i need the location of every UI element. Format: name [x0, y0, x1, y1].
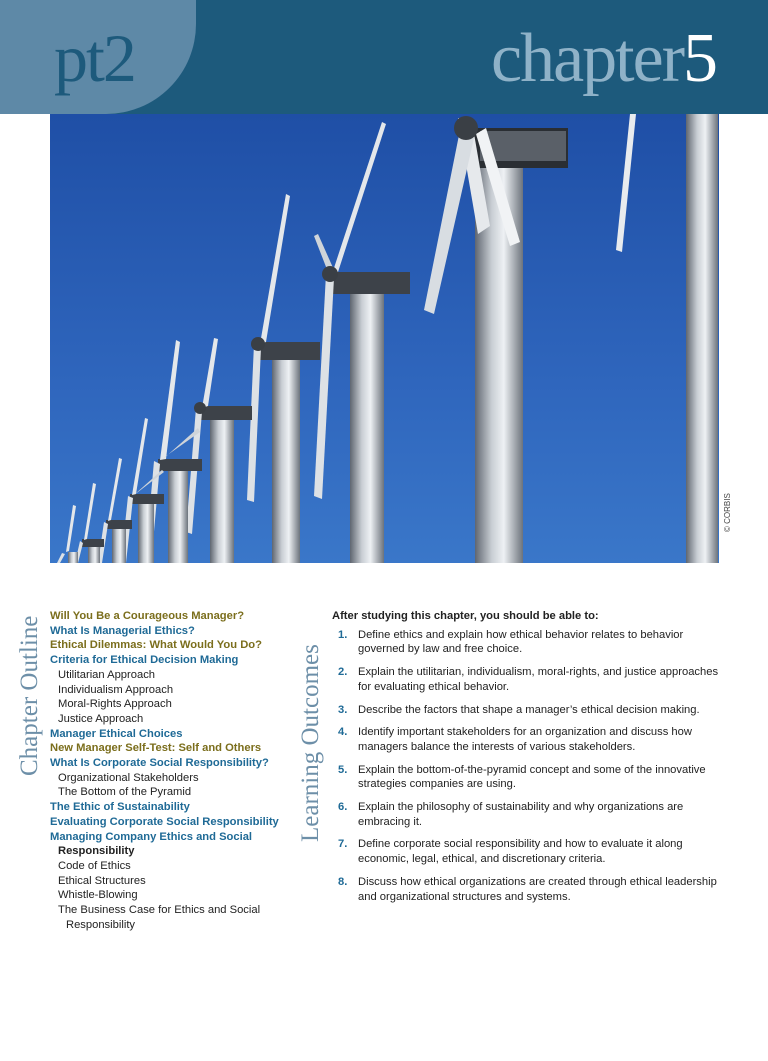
outcome-text: Identify important stakeholders for an organization and discuss how managers balance the interests of various stakeholders.	[358, 726, 692, 753]
photo-credit: © CORBIS	[723, 493, 732, 532]
chapter-header	[0, 0, 768, 114]
outcome-text: Explain the philosophy of sustainability and why organizations are embracing it.	[358, 801, 684, 828]
chapter-word: chapter	[491, 20, 683, 97]
outline-item: What Is Managerial Ethics?	[50, 624, 195, 637]
outline-item: Will You Be a Courageous Manager?	[50, 610, 245, 622]
outcome-item	[332, 628, 732, 657]
learning-outcomes-list	[332, 609, 732, 912]
outcome-text: Describe the factors that shape a manager’s ethical decision making.	[358, 703, 700, 716]
outline-item: Responsibility	[66, 918, 136, 931]
outcome-text: Discuss how ethical organizations are created through ethical leadership and organizational structures and systems.	[358, 875, 717, 903]
outline-item: Individualism Approach	[58, 683, 174, 696]
outline-item: Justice Approach	[58, 712, 144, 725]
outcome-item	[332, 763, 732, 792]
outcome-text: Explain the bottom-of-the-pyramid concept and some of the innovative strategies companies are using.	[358, 763, 706, 791]
outcome-number: 3.	[338, 703, 348, 716]
chapter-outline-heading: Chapter Outline	[16, 615, 43, 776]
wind-turbines-photo	[50, 114, 719, 563]
outline-item: What Is Corporate Social Responsibility?	[50, 757, 269, 770]
chapter-number: 5	[683, 20, 716, 97]
outline-item: Managing Company Ethics and Social	[50, 830, 253, 843]
outcome-text: Define ethics and explain how ethical behavior relates to behavior governed by law and free choice.	[358, 628, 684, 656]
outline-item: Whistle-Blowing	[58, 889, 138, 902]
outline-item: New Manager Self-Test: Self and Others	[50, 742, 262, 755]
outcome-number: 6.	[338, 801, 348, 814]
outcome-item	[332, 837, 732, 866]
outcome-number: 5.	[338, 763, 348, 776]
chapter-label	[491, 20, 716, 97]
part-label: pt2	[54, 20, 135, 96]
outcome-number: 4.	[338, 726, 348, 739]
outline-item: The Ethic of Sustainability	[50, 801, 190, 814]
outcomes-intro: After studying this chapter, you should be able to:	[332, 610, 599, 622]
outline-item: Manager Ethical Choices	[50, 727, 183, 740]
outline-item: Evaluating Corporate Social Responsibility	[50, 815, 279, 828]
outline-item: Ethical Structures	[58, 874, 146, 887]
outline-item: The Bottom of the Pyramid	[58, 786, 192, 799]
outline-item: Code of Ethics	[58, 859, 131, 872]
chapter-outline-list	[50, 609, 300, 932]
outline-item: Criteria for Ethical Decision Making	[50, 654, 239, 667]
outcome-number: 8.	[338, 875, 348, 888]
outline-item: Responsibility	[58, 845, 135, 858]
outcome-text: Explain the utilitarian, individualism, moral-rights, and justice approaches for evaluating ethical behavior.	[358, 666, 719, 693]
outcome-item	[332, 800, 732, 829]
outcome-number: 2.	[338, 666, 348, 679]
learning-outcomes-heading: Learning Outcomes	[297, 644, 324, 842]
outline-item: Organizational Stakeholders	[58, 771, 199, 784]
outcome-number: 1.	[338, 628, 348, 641]
outcome-item	[332, 665, 732, 694]
outline-item: The Business Case for Ethics and Social	[58, 904, 261, 917]
outcome-number: 7.	[338, 838, 348, 851]
outcome-item	[332, 725, 732, 754]
outcome-item	[332, 703, 732, 718]
outcome-text: Define corporate social responsibility and how to evaluate it along economic, legal, ethical, and discretionary criteria.	[358, 838, 683, 866]
outcome-item	[332, 875, 732, 904]
outline-item: Utilitarian Approach	[58, 668, 156, 681]
outline-item: Moral-Rights Approach	[58, 698, 172, 711]
outline-item: Ethical Dilemmas: What Would You Do?	[50, 639, 262, 652]
